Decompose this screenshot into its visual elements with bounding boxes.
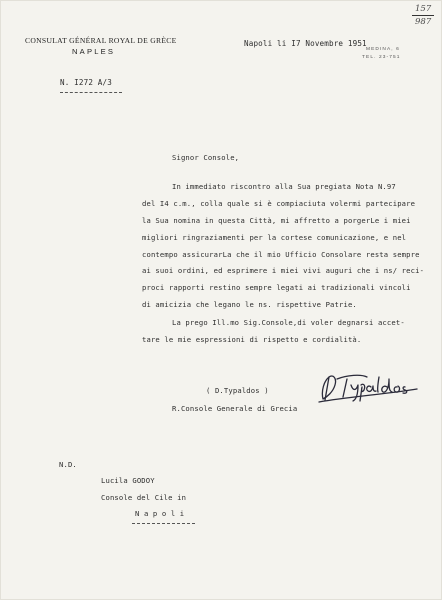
recipient-role: Console del Cile in (101, 493, 187, 502)
signatory-title: R.Console Generale di Grecia (172, 404, 298, 413)
corner-note-bottom: 987 (415, 17, 432, 27)
letterhead-city: NAPLES (72, 47, 116, 56)
body-line: In immediato riscontro alla Sua pregiata Nota N.97 (172, 182, 396, 191)
reference-number: N. I272 A/3 (60, 78, 112, 87)
address-street: MEDINA, 6 (366, 47, 400, 52)
body-line: proci rapporti restino sempre legati ai tradizionali vincoli (142, 283, 411, 292)
address-tel: TEL. 23-751 (362, 55, 401, 60)
recipient-name: Lucila GODOY (101, 476, 155, 485)
closing-line: La prego Ill.mo Sig.Console,di voler degnarsi accet- (172, 318, 405, 327)
salutation: Signor Console, (172, 153, 240, 162)
body-line: la Sua nomina in questa Città, mi affretto a porgerLe i miei (142, 216, 411, 225)
body-line: di amicizia che legano le ns. rispettive Patrie. (142, 300, 357, 309)
typed-signature-name: ( D.Typaldos ) (206, 386, 269, 395)
body-line: contempo assicurarLa che il mio Ufficio Consolare resta sempre (142, 250, 420, 259)
body-line: del I4 c.m., colla quale si è compiaciuta volermi partecipare (142, 199, 416, 208)
body-line: migliori ringraziamenti per la cortese comunicazione, e nel (142, 233, 407, 242)
closing-line: tare le mie espressioni di rispetto e cordialità. (142, 335, 362, 344)
letterhead-title: CONSULAT GÉNÉRAL ROYAL DE GRÈCE (25, 36, 177, 45)
body-line: ai suoi ordini, ed esprimere i miei vivi auguri che i ns/ reci- (142, 266, 425, 275)
corner-note-top: 157 (415, 4, 432, 14)
recipient-city: N a p o l i (135, 509, 185, 518)
recipient-prefix: N.D. (59, 460, 77, 469)
letter-date: Napoli li I7 Novembre 1951 (244, 39, 367, 48)
corner-note-rule (412, 15, 434, 16)
recipient-city-underline (132, 523, 195, 524)
reference-underline (60, 92, 122, 93)
handwritten-signature (278, 350, 382, 384)
